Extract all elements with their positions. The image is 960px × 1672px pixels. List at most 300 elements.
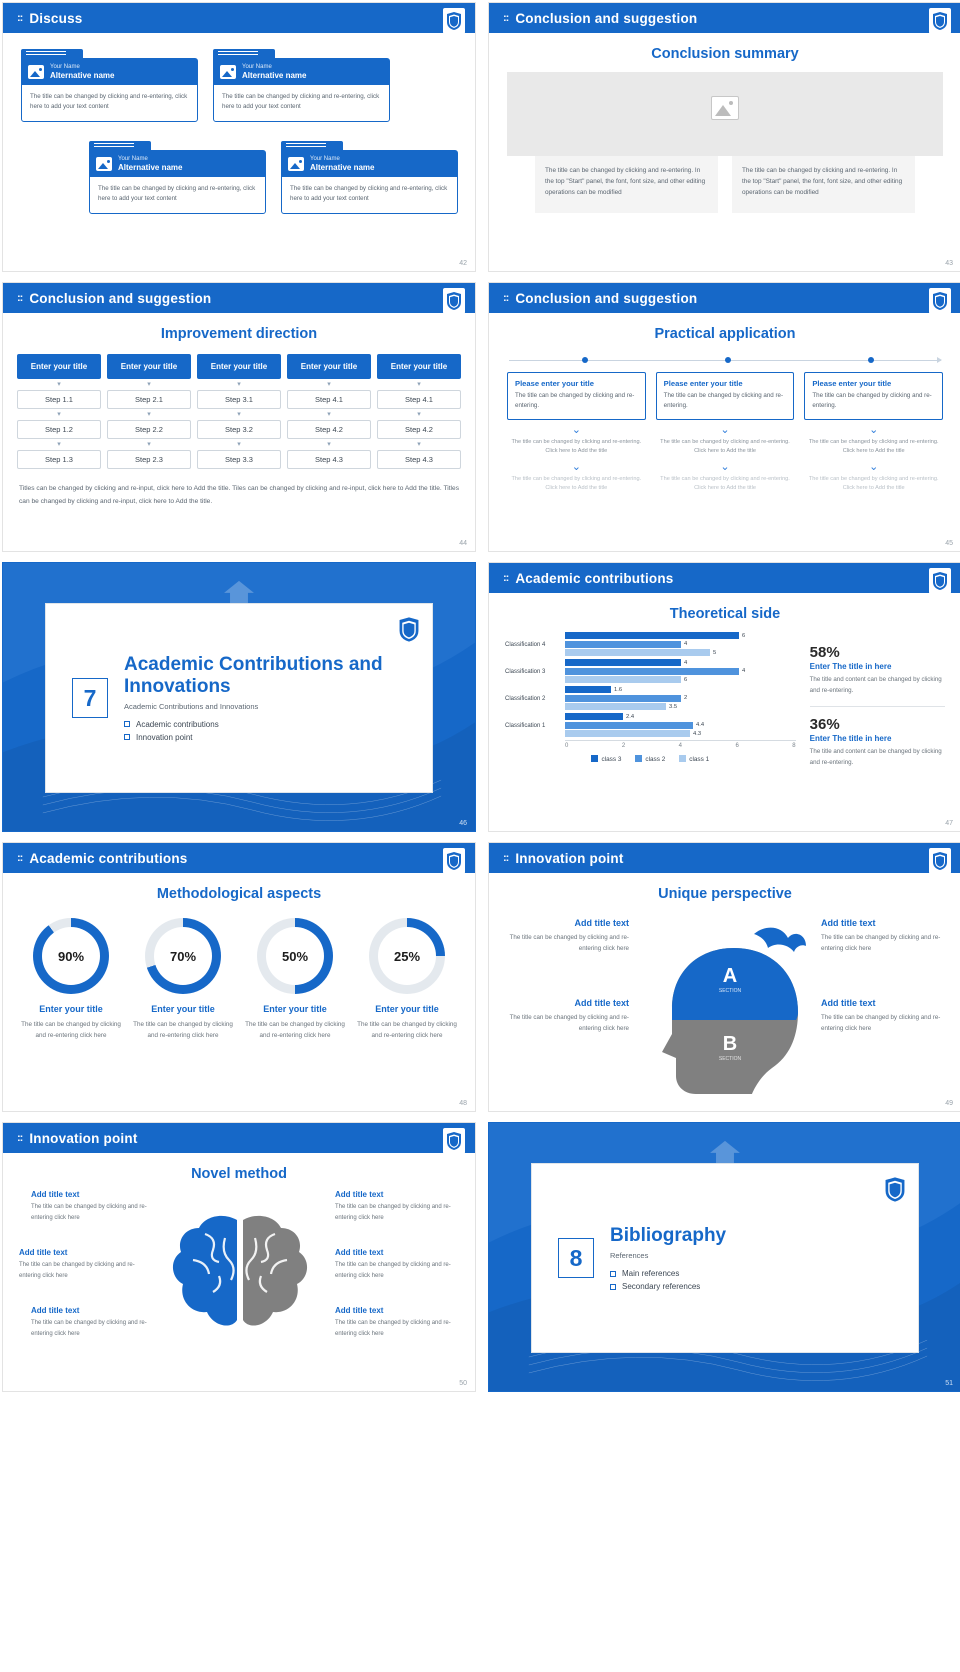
folder-name-small: Your Name <box>50 63 80 70</box>
chart-bar-value: 1.6 <box>614 686 623 693</box>
brain-text-block <box>335 1248 453 1281</box>
chart-bar <box>565 676 796 683</box>
step-column <box>107 354 191 469</box>
chart-bar <box>565 730 796 737</box>
legend-label: class 3 <box>601 756 622 763</box>
donut-item <box>245 918 345 1042</box>
section-item[interactable] <box>610 1269 726 1278</box>
step-cell[interactable]: Step 1.1 <box>17 390 101 409</box>
crest-logo-icon <box>443 288 465 314</box>
head-diagram-wrap <box>489 906 960 1106</box>
section-item-label: Secondary references <box>622 1282 701 1292</box>
brain-title: Add title text <box>31 1190 80 1199</box>
folder-name-big: Alternative name <box>310 162 375 172</box>
slide-48 <box>2 842 476 1112</box>
chart-bar-value: 4 <box>684 641 688 647</box>
legend-label: class 2 <box>645 756 666 763</box>
page-number: 49 <box>945 1100 953 1107</box>
step-cell[interactable]: Step 4.3 <box>377 450 461 469</box>
step-cell[interactable]: Step 3.1 <box>197 390 281 409</box>
chart-bar <box>565 713 796 720</box>
step-cell[interactable]: Step 2.3 <box>107 450 191 469</box>
chevron-down-icon: ⌄ <box>720 460 730 473</box>
header-dots-icon: :: <box>17 12 23 24</box>
folder-text: The title can be changed by clicking and re-entering, click here to add your text content <box>222 93 380 111</box>
side-title: Add title text <box>574 918 629 928</box>
image-icon <box>288 157 304 171</box>
section-title: Academic Contributions and Innovations <box>124 654 383 697</box>
slide-header <box>3 3 475 33</box>
brain-title: Add title text <box>31 1306 80 1315</box>
crest-logo-icon <box>443 848 465 874</box>
practical-sub-text: The title can be changed by clicking and re-entering. Click here to Add the title <box>808 438 939 455</box>
header-title: Conclusion and suggestion <box>515 290 698 306</box>
donut-desc: The title can be changed by clicking and re-entering click here <box>133 1021 233 1040</box>
chart-bar-value: 4 <box>742 668 746 674</box>
slide-44 <box>2 282 476 552</box>
folder-card-body <box>281 150 458 214</box>
chart-group <box>505 713 796 739</box>
slide-45 <box>488 282 960 552</box>
chart-bar <box>565 695 796 702</box>
chart-bar-value: 4.4 <box>696 722 705 728</box>
chart-bar-value: 2 <box>684 695 688 701</box>
folder-card-body <box>89 150 266 214</box>
section-item-list <box>610 1269 726 1291</box>
side-title: Add title text <box>821 998 876 1008</box>
page-number: 44 <box>459 540 467 547</box>
x-tick: 6 <box>735 743 739 749</box>
side-text-block <box>497 998 629 1034</box>
side-desc: The title can be changed by clicking and re-entering click here <box>509 934 629 953</box>
donut-item <box>357 918 457 1042</box>
arrow-down-icon: ▾ <box>57 411 61 418</box>
folder-card-group <box>17 41 461 241</box>
arrow-down-icon: ▾ <box>147 441 151 448</box>
step-cell[interactable]: Step 2.1 <box>107 390 191 409</box>
chevron-down-icon: ⌄ <box>869 460 879 473</box>
practical-column <box>507 372 646 494</box>
folder-card[interactable] <box>21 49 198 122</box>
svg-text:SECTION: SECTION <box>718 988 742 994</box>
chart-bars <box>565 713 796 739</box>
chart-bar-value: 2.4 <box>626 713 635 720</box>
side-title: Add title text <box>574 998 629 1008</box>
slide-51 <box>488 1122 960 1392</box>
header-title: Conclusion and suggestion <box>515 10 698 26</box>
brain-diagram-wrap <box>3 1184 475 1384</box>
image-icon <box>220 65 236 79</box>
chevron-down-icon: ⌄ <box>571 460 581 473</box>
chart-x-axis <box>565 740 796 749</box>
crest-logo-icon <box>883 1175 907 1204</box>
arrow-down-icon: ▾ <box>417 441 421 448</box>
stat-title: Enter The title in here <box>809 734 892 744</box>
practical-columns <box>489 372 960 494</box>
side-title: Add title text <box>821 918 876 928</box>
practical-title: Please enter your title <box>515 379 594 388</box>
divider <box>810 706 945 707</box>
slide-header <box>3 1123 475 1153</box>
chart-group <box>505 686 796 712</box>
slide-header <box>489 3 960 33</box>
practical-sub-text: The title can be changed by clicking and re-entering. Click here to Add the title <box>660 475 790 492</box>
brain-desc: The title can be changed by clicking and re-entering click here <box>19 1262 135 1279</box>
chart-bar <box>565 686 796 693</box>
arrow-down-icon: ▾ <box>57 381 61 388</box>
section-item-label: Academic contributions <box>136 719 219 729</box>
brain-desc: The title can be changed by clicking and re-entering click here <box>335 1204 451 1221</box>
slide-50 <box>2 1122 476 1392</box>
page-number: 47 <box>945 820 953 827</box>
section-subtitle: Academic Contributions and Innovations <box>124 701 259 711</box>
section-item[interactable] <box>124 720 432 729</box>
step-cell[interactable]: Step 4.2 <box>377 420 461 439</box>
folder-card-head <box>90 151 265 177</box>
practical-sub-text: The title can be changed by clicking and re-entering. Click here to Add the title <box>660 438 790 455</box>
section-item[interactable] <box>610 1282 726 1291</box>
brain-desc: The title can be changed by clicking and re-entering click here <box>31 1320 147 1337</box>
folder-tab-icon <box>21 49 83 58</box>
x-tick: 4 <box>678 743 682 749</box>
donut-title: Enter your title <box>151 1004 215 1014</box>
chart-bar <box>565 668 796 675</box>
brain-title: Add title text <box>19 1248 68 1257</box>
donut-item <box>133 918 233 1042</box>
folder-card-head <box>214 59 389 85</box>
arrow-down-icon: ▾ <box>327 411 331 418</box>
arrow-down-icon: ▾ <box>57 441 61 448</box>
svg-text:A: A <box>722 965 738 987</box>
section-item-label: Innovation point <box>136 732 193 742</box>
svg-text:B: B <box>722 1033 738 1055</box>
donut-ring <box>33 918 109 994</box>
chart-bar-value: 6 <box>742 632 746 639</box>
header-dots-icon: :: <box>17 292 23 304</box>
slide-header <box>3 843 475 873</box>
step-cell[interactable]: Step 3.3 <box>197 450 281 469</box>
header-title: Innovation point <box>515 850 624 866</box>
chart-bar-value: 4.3 <box>693 730 702 737</box>
folder-card-head <box>282 151 457 177</box>
practical-desc: The title can be changed by clicking and re-entering. <box>663 392 784 409</box>
folder-card-head <box>22 59 197 85</box>
header-dots-icon: :: <box>17 852 23 864</box>
chart-bar-value: 3.5 <box>669 703 678 710</box>
practical-column <box>804 372 943 494</box>
side-text-block <box>497 918 629 954</box>
arrow-down-icon: ▾ <box>237 411 241 418</box>
stat-desc: The title and content can be changed by clicking and re-entering. <box>809 748 942 766</box>
chevron-down-icon: ⌄ <box>720 423 730 436</box>
step-column-header[interactable]: Enter your title <box>377 354 461 379</box>
side-text-block <box>821 998 953 1034</box>
cover-title-block <box>610 1225 726 1291</box>
brain-text-block <box>19 1248 137 1281</box>
chart-category-label: Classification 1 <box>505 722 546 729</box>
slide-42 <box>2 2 476 272</box>
donut-title: Enter your title <box>375 1004 439 1014</box>
arrow-down-icon: ▾ <box>147 411 151 418</box>
arrow-down-icon: ▾ <box>147 381 151 388</box>
step-column <box>377 354 461 469</box>
chart-bar <box>565 632 796 639</box>
step-column <box>197 354 281 469</box>
step-cell[interactable]: Step 1.3 <box>17 450 101 469</box>
arrow-down-icon: ▾ <box>417 381 421 388</box>
chart-bar <box>565 649 796 656</box>
arrow-down-icon: ▾ <box>237 381 241 388</box>
slide-title: Theoretical side <box>669 606 781 622</box>
practical-column <box>656 372 795 494</box>
bullet-box-icon <box>124 721 130 727</box>
stat-percent: 36% <box>809 716 840 734</box>
practical-desc: The title can be changed by clicking and re-entering. <box>515 392 635 409</box>
brain-title: Add title text <box>335 1190 384 1199</box>
slide-47 <box>488 562 960 832</box>
slide-header <box>489 843 960 873</box>
practical-desc: The title can be changed by clicking and re-entering. <box>812 392 932 409</box>
image-icon <box>96 157 112 171</box>
bar-chart <box>505 632 796 768</box>
brain-icon <box>165 1208 315 1348</box>
crest-logo-icon <box>397 615 421 644</box>
practical-sub-text: The title can be changed by clicking and re-entering. Click here to Add the title <box>511 475 642 492</box>
legend-label: class 1 <box>689 756 710 763</box>
folder-text: The title can be changed by clicking and re-entering, click here to add your text content <box>290 185 448 203</box>
crest-logo-icon <box>443 1128 465 1154</box>
donut-ring <box>369 918 445 994</box>
folder-tab-icon <box>281 141 343 150</box>
chart-bar <box>565 703 796 710</box>
chevron-down-icon: ⌄ <box>571 423 581 436</box>
step-cell[interactable]: Step 3.2 <box>197 420 281 439</box>
header-title: Discuss <box>29 10 83 26</box>
practical-box[interactable] <box>507 372 646 420</box>
chart-bar <box>565 722 796 729</box>
folder-name-small: Your Name <box>118 155 148 162</box>
header-title: Conclusion and suggestion <box>29 290 212 306</box>
side-desc: The title can be changed by clicking and re-entering click here <box>509 1014 629 1033</box>
step-cell[interactable]: Step 4.1 <box>377 390 461 409</box>
crest-logo-icon <box>929 288 951 314</box>
step-column-header[interactable]: Enter your title <box>17 354 101 379</box>
image-icon <box>711 96 739 120</box>
bullet-box-icon <box>610 1271 616 1277</box>
donut-value: 50% <box>266 927 324 985</box>
section-title: Bibliography <box>610 1224 727 1246</box>
brain-title: Add title text <box>335 1306 384 1315</box>
slide-title: Conclusion summary <box>651 46 799 62</box>
stat-desc: The title and content can be changed by clicking and re-entering. <box>809 676 942 694</box>
page-number: 42 <box>459 260 467 267</box>
page-number: 46 <box>459 820 467 827</box>
chart-bars <box>565 632 796 658</box>
brain-desc: The title can be changed by clicking and re-entering click here <box>335 1262 451 1279</box>
practical-sub-text: The title can be changed by clicking and re-entering. Click here to Add the title <box>511 438 642 455</box>
donut-ring <box>257 918 333 994</box>
folder-name-small: Your Name <box>310 155 340 162</box>
crest-logo-icon <box>443 8 465 34</box>
step-cell[interactable]: Step 4.2 <box>287 420 371 439</box>
chart-group <box>505 659 796 685</box>
x-tick: 2 <box>621 743 626 749</box>
brain-text-block <box>31 1190 149 1223</box>
donut-title: Enter your title <box>263 1004 327 1014</box>
folder-name-big: Alternative name <box>242 70 307 80</box>
header-dots-icon: :: <box>503 292 509 304</box>
legend-item <box>635 755 665 763</box>
footnote-text: Titles can be changed by clicking and re-input, click here to Add the title. Tiles can be changed by clicking and re-input, click here to Add the title. Titles can be changed by clicking and re-input, click here to Add the title. <box>19 485 459 505</box>
arrow-down-icon: ▾ <box>237 441 241 448</box>
head-silhouette-icon <box>626 908 826 1103</box>
x-tick: 0 <box>565 743 569 749</box>
folder-card-body <box>21 58 198 122</box>
side-text-block <box>821 918 953 954</box>
page-number: 51 <box>945 1380 953 1387</box>
chart-bars <box>565 686 796 712</box>
chart-bar-value: 4 <box>684 659 688 666</box>
slide-title: Novel method <box>191 1166 287 1182</box>
chart-bar-value: 5 <box>713 649 717 656</box>
header-dots-icon: :: <box>503 852 509 864</box>
card-text: The title can be changed by clicking and re-entering. In the top "Start" panel, the font, font size, and other editing operations can be modified <box>535 156 718 213</box>
crest-logo-icon <box>929 848 951 874</box>
brain-title: Add title text <box>335 1248 384 1257</box>
slide-header <box>3 283 475 313</box>
side-desc: The title can be changed by clicking and re-entering click here <box>821 1014 941 1033</box>
x-tick: 8 <box>792 743 796 749</box>
step-table <box>3 354 475 469</box>
slide-title: Practical application <box>654 326 796 342</box>
folder-card[interactable] <box>281 141 458 214</box>
page-number: 43 <box>945 260 953 267</box>
side-desc: The title can be changed by clicking and re-entering click here <box>821 934 941 953</box>
page-number: 50 <box>459 1380 467 1387</box>
svg-text:SECTION: SECTION <box>718 1056 742 1062</box>
step-column <box>287 354 371 469</box>
donut-value: 90% <box>42 927 100 985</box>
crest-logo-icon <box>929 8 951 34</box>
slide-header <box>489 563 960 593</box>
practical-title: Please enter your title <box>812 379 892 388</box>
section-item-label: Main references <box>622 1269 680 1279</box>
header-title: Academic contributions <box>515 570 674 586</box>
folder-text: The title can be changed by clicking and re-entering, click here to add your text content <box>30 93 188 111</box>
donut-item <box>21 918 121 1042</box>
stat-title: Enter The title in here <box>809 662 892 671</box>
timeline-dot <box>868 357 874 363</box>
section-item[interactable] <box>124 733 432 742</box>
chart-category-label: Classification 3 <box>505 668 546 675</box>
brain-text-block <box>335 1190 453 1223</box>
arrow-right-icon <box>937 357 942 363</box>
timeline-dot <box>582 357 588 363</box>
step-cell[interactable]: Step 1.2 <box>17 420 101 439</box>
practical-box[interactable] <box>656 372 795 420</box>
practical-sub-text: The title can be changed by clicking and re-entering. Click here to Add the title <box>808 475 939 492</box>
donut-value: 25% <box>378 927 436 985</box>
cover-panel <box>45 603 433 793</box>
donut-desc: The title can be changed by clicking and re-entering click here <box>245 1021 345 1040</box>
folder-card[interactable] <box>213 49 390 122</box>
legend-item <box>679 755 709 763</box>
step-column-header[interactable]: Enter your title <box>107 354 191 379</box>
donut-desc: The title can be changed by clicking and re-entering click here <box>357 1021 457 1040</box>
stat-percent: 58% <box>809 644 840 661</box>
slide-body <box>489 72 960 213</box>
image-icon <box>28 65 44 79</box>
chart-bar <box>565 641 796 648</box>
legend-item <box>591 755 621 763</box>
section-cover <box>3 563 475 831</box>
step-column <box>17 354 101 469</box>
slide-title: Methodological aspects <box>156 886 322 902</box>
practical-title: Please enter your title <box>663 379 743 388</box>
folder-card[interactable] <box>89 141 266 214</box>
slide-43 <box>488 2 960 272</box>
slide-body <box>3 41 475 241</box>
step-column-header[interactable]: Enter your title <box>197 354 281 379</box>
chart-bars <box>565 659 796 685</box>
image-placeholder-band <box>507 72 943 156</box>
section-number: 8 <box>558 1238 594 1278</box>
page-number: 48 <box>459 1100 467 1107</box>
chart-area <box>489 626 960 768</box>
header-title: Academic contributions <box>29 850 188 866</box>
step-column-header[interactable]: Enter your title <box>287 354 371 379</box>
donut-group <box>3 918 475 1042</box>
folder-name-big: Alternative name <box>118 162 183 172</box>
header-dots-icon: :: <box>17 1132 23 1144</box>
practical-box[interactable] <box>804 372 943 420</box>
card-text: The title can be changed by clicking and re-entering. In the top "Start" panel, the font, font size, and other editing operations can be modified <box>732 156 915 213</box>
slide-title: Improvement direction <box>160 326 318 342</box>
folder-name-big: Alternative name <box>50 70 115 80</box>
arrow-down-icon: ▾ <box>417 411 421 418</box>
step-cell[interactable]: Step 4.3 <box>287 450 371 469</box>
bullet-box-icon <box>610 1284 616 1290</box>
bullet-box-icon <box>124 734 130 740</box>
brain-text-block <box>31 1306 149 1339</box>
chart-category-label: Classification 4 <box>505 641 546 648</box>
step-cell[interactable]: Step 2.2 <box>107 420 191 439</box>
section-item-list <box>124 720 432 742</box>
brain-text-block <box>335 1306 453 1339</box>
timeline-dot <box>725 357 731 363</box>
chart-group <box>505 632 796 658</box>
stat-panel <box>796 632 945 768</box>
cover-panel <box>531 1163 919 1353</box>
slide-49 <box>488 842 960 1112</box>
arrow-down-icon: ▾ <box>327 441 331 448</box>
brain-desc: The title can be changed by clicking and re-entering click here <box>335 1320 451 1337</box>
section-number: 7 <box>72 678 108 718</box>
brain-desc: The title can be changed by clicking and re-entering click here <box>31 1204 147 1221</box>
chart-bar-value: 6 <box>684 676 688 683</box>
header-dots-icon: :: <box>503 12 509 24</box>
arrow-down-icon: ▾ <box>327 381 331 388</box>
donut-value: 70% <box>154 927 212 985</box>
folder-tab-icon <box>213 49 275 58</box>
section-cover <box>489 1123 960 1391</box>
section-subtitle: References <box>610 1251 649 1261</box>
folder-card-body <box>213 58 390 122</box>
timeline <box>509 356 941 366</box>
chart-legend <box>505 755 796 763</box>
chart-category-label: Classification 2 <box>505 695 546 702</box>
step-cell[interactable]: Step 4.1 <box>287 390 371 409</box>
